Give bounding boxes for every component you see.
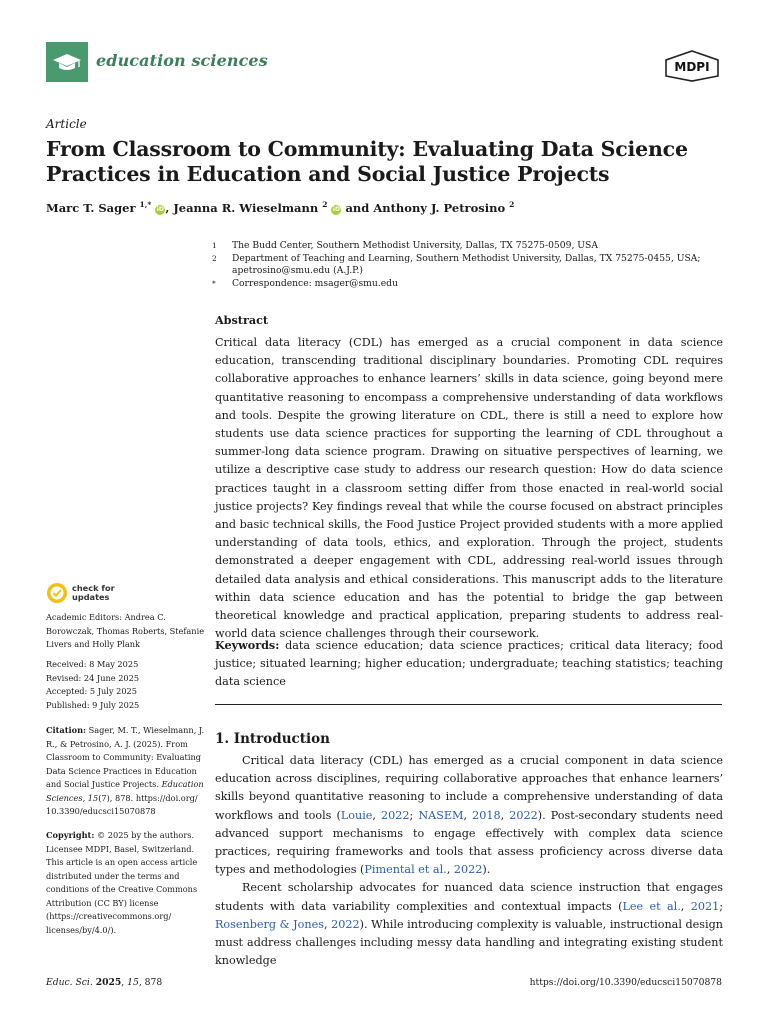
affiliation-item: 2 Department of Teaching and Learning, Southern Methodist University, Dallas, TX 75275-0455, USA; apetrosino@smu.edu (A.J.P.): [212, 252, 701, 277]
author-list: Marc T. Sager $^{1,*}$ iD, Jeanna R. Wieselmann $^2$ iD and Anthony J. Petrosino $^2$: [46, 200, 515, 215]
citation-block: [46, 724, 206, 819]
keywords: [215, 636, 723, 692]
author-affil-mark: 2: [509, 200, 515, 209]
date-line: Revised: 24 June 2025: [46, 672, 140, 683]
citation-text: Sager, M. T., Wieselmann, J. R., & Petrosino, A. J. (2025). From Classroom to Community: Evaluating Data Science Practices in Education and Social Justice Projects.: [46, 725, 205, 789]
introduction-body: [215, 752, 723, 970]
abstract-heading: Abstract: [215, 313, 269, 327]
check-line: check for: [72, 583, 115, 593]
title-line: Practices in Education and Social Justice Projects: [46, 162, 610, 186]
author-name[interactable]: Marc T. Sager: [46, 200, 136, 215]
paper-title: [46, 137, 726, 187]
date-line: Published: 9 July 2025: [46, 699, 140, 710]
abstract-text: Critical data literacy (CDL) has emerged as a crucial component in data science education, transcending traditional disciplinary boundaries. Promoting CDL requires collaborative approaches to enhance learners’ skills in data science, going beyond mere quantitative reasoning to encompass a comprehensive understanding of data workflows and tools. Despite the growing literature on CDL, there is still a need to explore how students use data science practices for supporting the learning of CDL throughout a summer-long data science program. Drawing on situative perspectives of learning, we utilize a descriptive case study to address our research question: How do data science practices taught in a classroom setting differ from those enacted in real-world social justice projects? Key findings reveal that while the course focused on abstract principles and basic technical skills, the Food Justice Project provided students with a more applied understanding of data tools, ethics, and exploration. Through the project, students demonstrated a deeper engagement with CDL, addressing real-world issues through detailed data analysis and ethical considerations. This manuscript adds to the literature within data science education and has the potential to bridge the gap between theoretical knowledge and practical application, preparing students to address real-world data science challenges through their coursework.: [215, 336, 723, 641]
date-line: Accepted: 5 July 2025: [46, 686, 137, 696]
orcid-icon[interactable]: iD: [332, 205, 340, 213]
affiliation-item: 1 The Budd Center, Southern Methodist University, Dallas, TX 75275-0509, USA: [212, 240, 598, 251]
citation-journal: Education Sciences, 15: [46, 779, 204, 803]
paragraph: Critical data literacy (CDL) has emerged as a crucial component in data science education across disciplines, requiring collaborative approaches that enhance learners’ skills beyond quantitative reasoning to include a comprehensive understanding of data workflows and tools (Louie, 2022; NASEM, 2018, 2022). Post-secondary students need advanced support mechanisms to engage effectively with complex data science practices, requiring frameworks and tools that assess proficiency across diverse data types and methodologies (Pimental et al., 2022).: [215, 754, 724, 877]
section-divider: [215, 704, 722, 705]
citation-link[interactable]: 2022: [453, 863, 483, 877]
citation-link[interactable]: 2022: [509, 808, 538, 822]
footer-doi-link[interactable]: https://doi.org/10.3390/educsci15070878: [529, 977, 722, 988]
footer-citation: Educ. Sci. 2025, 15, 878: [46, 977, 163, 988]
copyright-text: © 2025 by the authors. Licensee MDPI, Basel, Switzerland. This article is an open access article distributed under the terms and conditions of the Creative Commons Attribution (CC BY) license (https://creativecommons.org/ licenses/by/4.0/).: [46, 830, 198, 935]
author-name[interactable]: Anthony J. Petrosino: [373, 200, 506, 215]
footer-volume: 15: [127, 977, 139, 988]
check-for-updates-badge[interactable]: [46, 582, 115, 604]
publisher-logo: [664, 50, 720, 82]
title-line: From Classroom to Community: Evaluating Data Science: [46, 137, 688, 161]
affiliations: [212, 240, 732, 291]
citation-link[interactable]: Pimental et al.: [364, 863, 447, 877]
journal-logo: [46, 42, 88, 82]
journal-name: education sciences: [96, 51, 268, 70]
copyright-block: [46, 829, 206, 937]
section-heading: 1. Introduction: [215, 731, 330, 747]
academic-editors: Academic Editors: Andrea C. Borowczak, Thomas Roberts, Stefanie Livers and Holly Plank: [46, 612, 205, 649]
date-line: Received: 8 May 2025: [46, 659, 139, 669]
keywords-text: data science education; data science practices; critical data literacy; food justice; situated learning; higher education; undergraduate; teaching statistics; teaching data science: [215, 639, 723, 689]
keywords-label: Keywords:: [215, 638, 280, 652]
citation-rest: (7), 878. https://doi.org/ 10.3390/educsci15070878: [46, 792, 198, 816]
publisher-name: MDPI: [674, 60, 710, 74]
orcid-icon[interactable]: iD: [156, 205, 164, 213]
check-updates-icon: [46, 582, 68, 604]
footer-journal: Educ. Sci.: [46, 977, 93, 988]
check-line: updates: [72, 592, 110, 602]
paragraph: Recent scholarship advocates for nuanced data science instruction that engages students with data variability complexities and contextual impacts (Lee et al., 2021; Rosenberg & Jones, 2022). While introducing complexity is valuable, instructional design must address challenges including messy data handling and integrating existing student knowledge: [215, 881, 723, 968]
footer-article-no: , 878: [138, 977, 163, 988]
citation-link[interactable]: NASEM: [418, 808, 464, 822]
article-type: Article: [46, 117, 87, 131]
citation-link[interactable]: 2018: [472, 808, 501, 822]
citation-link[interactable]: 2022: [381, 808, 410, 822]
citation-link[interactable]: 2022: [331, 917, 360, 931]
citation-label: Citation:: [46, 725, 87, 735]
footer-year: 2025: [95, 977, 122, 988]
citation-link[interactable]: Lee et al.: [622, 899, 681, 913]
affiliation-item: * Correspondence: msager@smu.edu: [212, 278, 398, 290]
copyright-label: Copyright:: [46, 830, 95, 840]
author-affil-mark: 2: [322, 200, 328, 209]
author-affil-mark: 1,*: [139, 200, 152, 209]
graduation-cap-icon: [52, 52, 82, 72]
author-name[interactable]: Jeanna R. Wieselmann: [173, 200, 319, 215]
publication-dates: [46, 658, 206, 712]
citation-link[interactable]: Rosenberg & Jones: [215, 917, 324, 931]
citation-link[interactable]: Louie: [340, 808, 373, 822]
citation-link[interactable]: 2021: [690, 899, 720, 913]
